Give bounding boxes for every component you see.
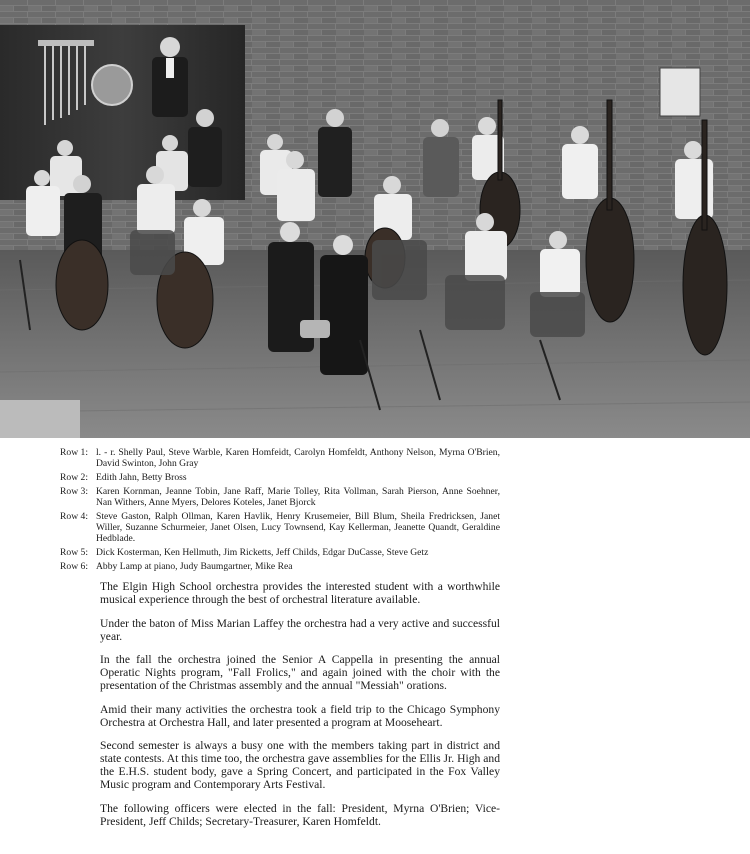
- caption-row: [60, 447, 500, 469]
- caption-row-names: l. - r. Shelly Paul, Steve Warble, Karen Homfeidt, Carolyn Homfeldt, Anthony Nelson, Myrna O'Brien, David Swinton, John Gray: [96, 447, 500, 470]
- article-body: [100, 580, 500, 838]
- caption-row: [60, 486, 500, 508]
- caption-row-label: Row 2:: [60, 472, 88, 483]
- caption-row-label: Row 3:: [60, 485, 88, 497]
- body-paragraph: The Elgin High School orchestra provides the interested student with a worthwhile musical experience through the best of orchestral literature available.: [100, 580, 500, 606]
- caption-row-label: Row 4:: [60, 510, 88, 522]
- caption-row-label: Row 5:: [60, 547, 88, 558]
- caption-row-names: Edith Jahn, Betty Bross: [96, 472, 187, 483]
- caption-row: [60, 547, 500, 558]
- caption-row-names: Dick Kosterman, Ken Hellmuth, Jim Ricketts, Jeff Childs, Edgar DuCasse, Steve Getz: [96, 547, 429, 558]
- caption-row-label: Row 1:: [60, 447, 88, 458]
- caption-row: [60, 561, 500, 572]
- caption-row-label: Row 6:: [60, 560, 88, 572]
- caption-row-names: Abby Lamp at piano, Judy Baumgartner, Mike Rea: [96, 560, 293, 572]
- caption-row-names: Steve Gaston, Ralph Ollman, Karen Havlik, Henry Krusemeier, Bill Blum, Sheila Fredricksen, Janet Willer, Suzanne Schurmeier, Janet Olsen, Lucy Townsend, Kay Kellerman, Jeanette Quandt, Geraldine Hedblade.: [96, 510, 500, 545]
- body-paragraph: Under the baton of Miss Marian Laffey the orchestra had a very active and successful year.: [100, 616, 500, 643]
- photo-caption: [60, 447, 500, 575]
- caption-row-names: Karen Kornman, Jeanne Tobin, Jane Raff, Marie Tolley, Rita Vollman, Sarah Pierson, Anne Soehner, Nan Withers, Anne Myers, Delores Koteles, Janet Bjorck: [96, 485, 500, 508]
- body-paragraph: Second semester is always a busy one with the members taking part in district and state contests. At this time too, the orchestra gave assemblies for the Ellis Jr. High and the E.H.S. student body, gave a Spring Concert, and participated in the Fox Valley Music program and Contemporary Arts Festival.: [100, 739, 500, 791]
- body-paragraph: Amid their many activities the orchestra took a field trip to the Chicago Symphony Orchestra at Orchestra Hall, and later presented a program at Mooseheart.: [100, 702, 500, 729]
- body-paragraph: In the fall the orchestra joined the Senior A Cappella in presenting the annual Operatic Nights program, "Fall Frolics," and again joined with the choir with the presentation of the Christmas assembly and the annual "Messiah" orations.: [100, 653, 500, 692]
- caption-row: [60, 511, 500, 545]
- body-paragraph: The following officers were elected in the fall: President, Myrna O'Brien; Vice-President, Jeff Childs; Secretary-Treasurer, Karen Homfeldt.: [100, 801, 500, 828]
- caption-row: [60, 472, 500, 483]
